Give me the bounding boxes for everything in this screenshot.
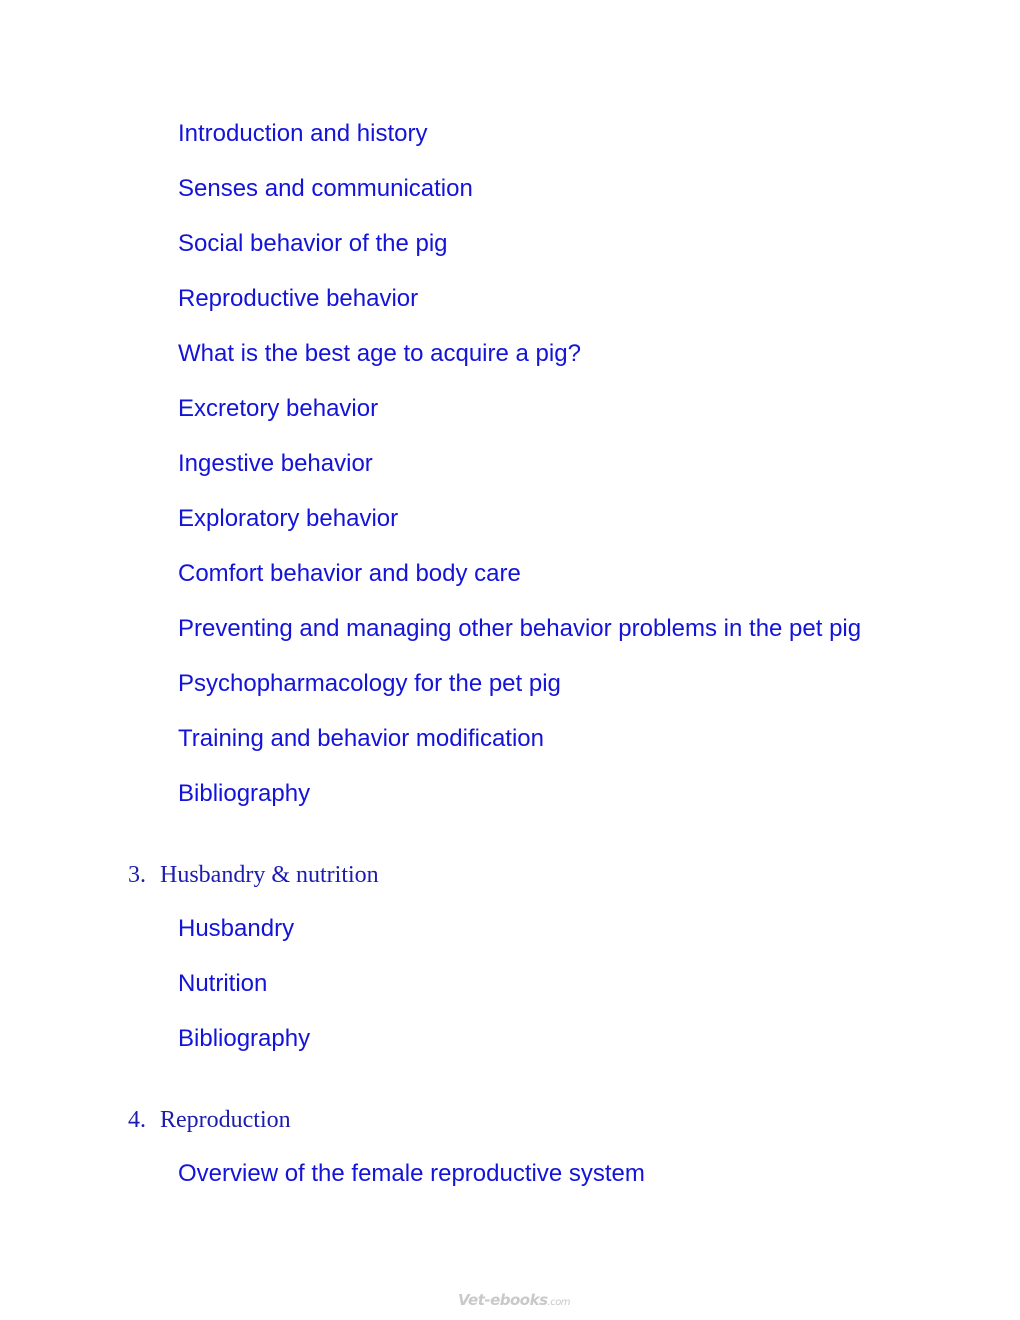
toc-link-social-behavior[interactable]: Social behavior of the pig (178, 230, 448, 257)
watermark-name: Vet-ebooks (458, 1291, 548, 1309)
chapter-heading-reproduction[interactable] (128, 1105, 291, 1135)
toc-link-best-age-to-acquire[interactable]: What is the best age to acquire a pig? (178, 340, 581, 367)
toc-link-excretory-behavior[interactable]: Excretory behavior (178, 395, 379, 422)
chapter-title: Husbandry & nutrition (160, 862, 379, 888)
watermark-domain: .com (547, 1297, 571, 1308)
toc-link-exploratory-behavior[interactable]: Exploratory behavior (178, 505, 399, 532)
toc-link-introduction-and-history[interactable]: Introduction and history (178, 120, 428, 147)
toc-link-husbandry[interactable]: Husbandry (178, 915, 295, 942)
toc-link-bibliography-chapter3[interactable]: Bibliography (178, 1025, 311, 1052)
chapter-title: Reproduction (160, 1107, 291, 1133)
toc-link-female-reproductive-system[interactable]: Overview of the female reproductive system (178, 1160, 645, 1187)
watermark-logo (458, 1291, 570, 1309)
toc-link-comfort-behavior[interactable]: Comfort behavior and body care (178, 560, 521, 587)
toc-link-psychopharmacology[interactable]: Psychopharmacology for the pet pig (178, 670, 561, 697)
toc-link-nutrition[interactable]: Nutrition (178, 970, 268, 997)
toc-link-reproductive-behavior[interactable]: Reproductive behavior (178, 285, 419, 312)
chapter-number: 4. (128, 1107, 146, 1133)
toc-link-training-and-behavior-modification[interactable]: Training and behavior modification (178, 725, 544, 752)
chapter-number: 3. (128, 862, 146, 888)
toc-link-ingestive-behavior[interactable]: Ingestive behavior (178, 450, 373, 477)
toc-link-bibliography[interactable]: Bibliography (178, 780, 311, 807)
chapter-heading-husbandry-nutrition[interactable] (128, 860, 379, 890)
toc-link-preventing-behavior-problems[interactable]: Preventing and managing other behavior problems in the pet pig (178, 615, 862, 642)
toc-link-senses-and-communication[interactable]: Senses and communication (178, 175, 473, 202)
